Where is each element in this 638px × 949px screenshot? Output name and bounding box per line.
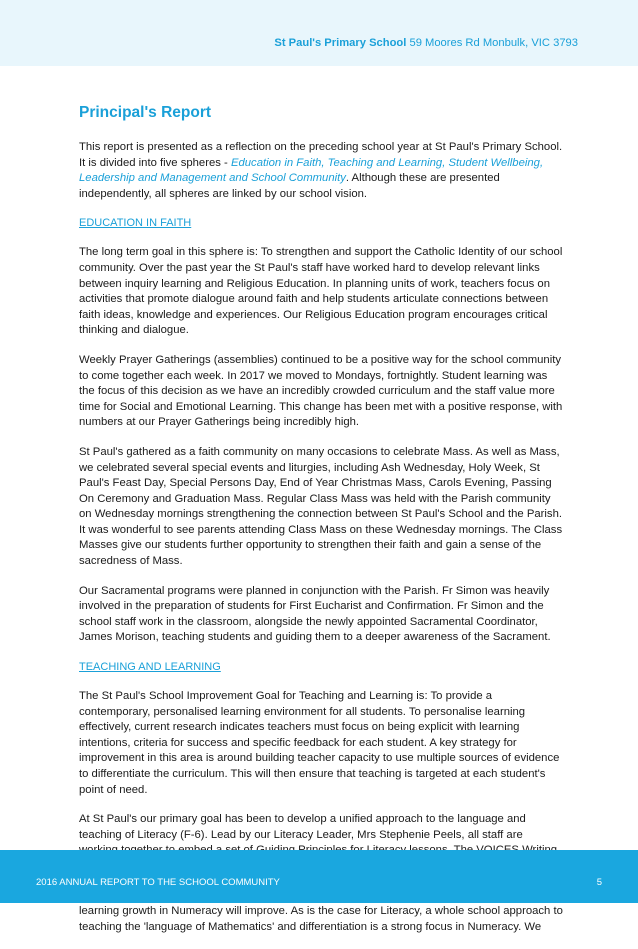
teaching-paragraph: learning growth in Numeracy will improve. As is the case for Literacy, a whole school approach to teaching the 'language of Mathematics' and differentiation is a strong focus in Numeracy. We: [79, 905, 563, 933]
section-heading-faith: EDUCATION IN FAITH: [79, 217, 192, 230]
intro-spheres: Education in Faith, Teaching and Learning, Student Wellbeing, Leadership and Management and School Community: [79, 156, 544, 185]
school-name: St Paul's Primary School: [274, 37, 407, 49]
faith-paragraph: Weekly Prayer Gatherings (assemblies) continued to be a positive way for the school community to come together each week. In 2017 we moved to Mondays, fortnightly. Student learning was the focus of this decision as we have an incredibly crowded curriculum and the staff value more time for Social and Emotional Learning. This change has been met with a positive response, with numbers at our Prayer Gatherings being incredibly high.: [79, 353, 563, 429]
footer-label: 2016 ANNUAL REPORT TO THE SCHOOL COMMUNITY: [36, 877, 280, 888]
faith-paragraph: Our Sacramental programs were planned in conjunction with the Parish. Fr Simon was heavily involved in the preparation of students for First Eucharist and Confirmation. Fr Simon and the school staff work in the classroom, alongside the newly appointed Sacramental Coordinator, James Morison, teaching students and guiding them to a deeper awareness of the Sacrament.: [79, 584, 551, 644]
page-number: 5: [596, 877, 602, 888]
section-heading-teaching: TEACHING AND LEARNING: [79, 661, 221, 674]
teaching-paragraph: The St Paul's School Improvement Goal for Teaching and Learning is: To provide a contemporary, personalised learning environment for all students. To personalise learning effectively, current research indicates teachers must focus on being explicit with learning intentions, criteria for success and specific feedback for each student. A key strategy for improvement in this area is around building teacher capacity to use multiple sources of evidence to differentiate the curriculum. This will then ensure that teaching is targeted at each student's point of need.: [79, 690, 560, 796]
header-text: [274, 37, 578, 49]
page-title: Principal's Report: [79, 104, 212, 121]
intro-text-a: This report is presented as a reflection on the preceding school year at St Paul's Primary School. It is divided into five spheres -: [79, 141, 563, 169]
intro-text-b: . Although these are presented independently, all spheres are linked by our school vision.: [79, 172, 500, 200]
school-address: 59 Moores Rd Monbulk, VIC 3793: [409, 37, 578, 49]
intro-paragraph: [79, 140, 564, 202]
page-header: [0, 0, 638, 66]
faith-paragraph: The long term goal in this sphere is: To strengthen and support the Catholic Identity of our school community. Over the past year the St Paul's staff have worked hard to develop relevant links between inquiry learning and Religious Education. In planning units of work, teachers focus on activities that promote dialogue around faith and help students articulate connections between faith ideas, knowledge and experiences. Our Religious Education program encourages critical thinking and dialogue.: [79, 246, 563, 337]
report-content: [79, 104, 564, 949]
page-footer: [0, 850, 638, 903]
teaching-paragraph: At St Paul's our primary goal has been to develop a unified approach to the language and teaching of Literacy (F-6). Lead by our Literacy Leader, Mrs Stephenie Peels, all staff are: [79, 813, 526, 841]
faith-paragraph: St Paul's gathered as a faith community on many occasions to celebrate Mass. As well as Mass, we celebrated several special events and liturgies, including Ash Wednesday, Holy Week, St Paul's Feast Day, Special Persons Day, End of Year Christmas Mass, Carols Evening, Passing On Ceremony and Graduation Mass. Regular Class Mass was held with the Parish community on Wednesday mornings strengthening the connection between St Paul's School and the Parish. It was wonderful to see parents attending Class Mass on these Wednesday mornings. The Class Masses give our students further opportunity to strengthen their faith and gain a sense of the sacredness of Mass.: [79, 445, 563, 568]
